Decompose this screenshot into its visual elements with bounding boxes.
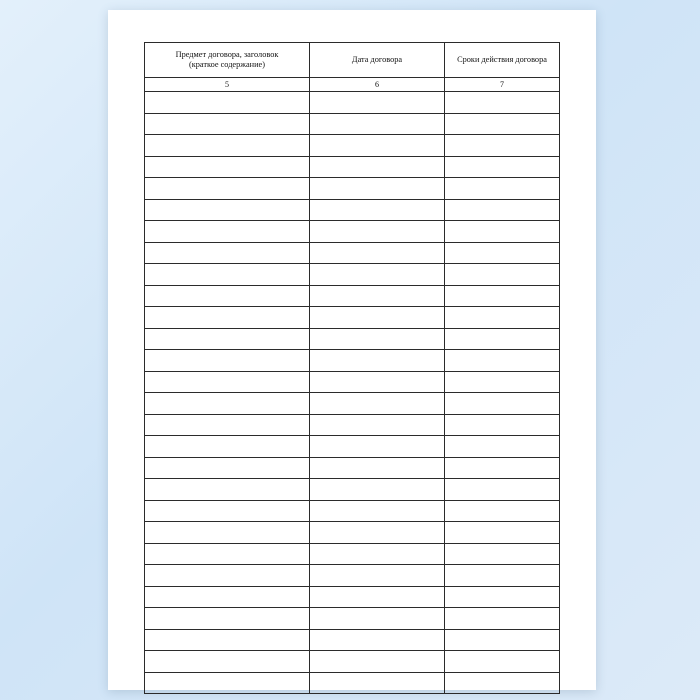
cell-subject[interactable] bbox=[145, 457, 310, 479]
column-header-subject-line2: (краткое содержание) bbox=[188, 60, 266, 69]
table-row bbox=[145, 113, 560, 135]
cell-contract-term[interactable] bbox=[445, 543, 560, 565]
table-row bbox=[145, 500, 560, 522]
table-row bbox=[145, 457, 560, 479]
cell-subject[interactable] bbox=[145, 565, 310, 587]
cell-contract-date[interactable] bbox=[310, 350, 445, 372]
table-row bbox=[145, 672, 560, 694]
cell-contract-date[interactable] bbox=[310, 500, 445, 522]
cell-contract-term[interactable] bbox=[445, 285, 560, 307]
cell-contract-term[interactable] bbox=[445, 242, 560, 264]
cell-contract-term[interactable] bbox=[445, 436, 560, 458]
cell-contract-term[interactable] bbox=[445, 479, 560, 501]
cell-contract-term[interactable] bbox=[445, 135, 560, 157]
table-row bbox=[145, 242, 560, 264]
cell-contract-date[interactable] bbox=[310, 285, 445, 307]
cell-contract-term[interactable] bbox=[445, 371, 560, 393]
cell-contract-date[interactable] bbox=[310, 264, 445, 286]
cell-subject[interactable] bbox=[145, 199, 310, 221]
cell-subject[interactable] bbox=[145, 221, 310, 243]
cell-subject[interactable] bbox=[145, 436, 310, 458]
cell-subject[interactable] bbox=[145, 393, 310, 415]
table-row bbox=[145, 285, 560, 307]
table-row bbox=[145, 350, 560, 372]
cell-contract-date[interactable] bbox=[310, 371, 445, 393]
cell-contract-date[interactable] bbox=[310, 586, 445, 608]
column-header-contract-term-line1: Сроки действия договора bbox=[457, 54, 547, 64]
cell-contract-term[interactable] bbox=[445, 156, 560, 178]
column-number-6: 6 bbox=[310, 78, 445, 92]
cell-contract-date[interactable] bbox=[310, 92, 445, 114]
table-header bbox=[145, 43, 560, 92]
cell-subject[interactable] bbox=[145, 113, 310, 135]
cell-contract-date[interactable] bbox=[310, 543, 445, 565]
cell-subject[interactable] bbox=[145, 500, 310, 522]
table-row bbox=[145, 586, 560, 608]
table-row bbox=[145, 178, 560, 200]
column-number-row bbox=[145, 78, 560, 92]
table-row bbox=[145, 92, 560, 114]
cell-contract-date[interactable] bbox=[310, 156, 445, 178]
cell-contract-date[interactable] bbox=[310, 135, 445, 157]
cell-subject[interactable] bbox=[145, 608, 310, 630]
table-row bbox=[145, 543, 560, 565]
cell-contract-term[interactable] bbox=[445, 629, 560, 651]
table-row bbox=[145, 393, 560, 415]
column-header-contract-term bbox=[445, 43, 560, 78]
cell-contract-term[interactable] bbox=[445, 414, 560, 436]
cell-contract-date[interactable] bbox=[310, 672, 445, 694]
cell-contract-date[interactable] bbox=[310, 178, 445, 200]
cell-contract-date[interactable] bbox=[310, 457, 445, 479]
cell-contract-term[interactable] bbox=[445, 522, 560, 544]
cell-contract-date[interactable] bbox=[310, 328, 445, 350]
cell-contract-date[interactable] bbox=[310, 479, 445, 501]
cell-contract-term[interactable] bbox=[445, 328, 560, 350]
cell-contract-date[interactable] bbox=[310, 393, 445, 415]
contract-register-table bbox=[144, 42, 560, 694]
header-row bbox=[145, 43, 560, 78]
column-header-subject bbox=[145, 43, 310, 78]
cell-subject[interactable] bbox=[145, 92, 310, 114]
cell-contract-date[interactable] bbox=[310, 242, 445, 264]
cell-contract-term[interactable] bbox=[445, 608, 560, 630]
cell-contract-term[interactable] bbox=[445, 457, 560, 479]
table-row bbox=[145, 651, 560, 673]
cell-contract-term[interactable] bbox=[445, 264, 560, 286]
cell-contract-term[interactable] bbox=[445, 565, 560, 587]
cell-contract-date[interactable] bbox=[310, 629, 445, 651]
table-container bbox=[144, 42, 559, 694]
table-row bbox=[145, 221, 560, 243]
cell-subject[interactable] bbox=[145, 285, 310, 307]
cell-subject[interactable] bbox=[145, 156, 310, 178]
cell-contract-date[interactable] bbox=[310, 436, 445, 458]
cell-contract-term[interactable] bbox=[445, 221, 560, 243]
cell-subject[interactable] bbox=[145, 522, 310, 544]
table-row bbox=[145, 629, 560, 651]
cell-contract-term[interactable] bbox=[445, 307, 560, 329]
table-row bbox=[145, 436, 560, 458]
cell-contract-date[interactable] bbox=[310, 565, 445, 587]
cell-contract-date[interactable] bbox=[310, 522, 445, 544]
cell-contract-term[interactable] bbox=[445, 672, 560, 694]
table-row bbox=[145, 414, 560, 436]
table-row bbox=[145, 307, 560, 329]
cell-contract-date[interactable] bbox=[310, 608, 445, 630]
cell-contract-date[interactable] bbox=[310, 221, 445, 243]
cell-contract-term[interactable] bbox=[445, 500, 560, 522]
cell-contract-term[interactable] bbox=[445, 393, 560, 415]
column-header-contract-date bbox=[310, 43, 445, 78]
cell-subject[interactable] bbox=[145, 178, 310, 200]
cell-subject[interactable] bbox=[145, 543, 310, 565]
cell-subject[interactable] bbox=[145, 242, 310, 264]
table-row bbox=[145, 479, 560, 501]
cell-contract-term[interactable] bbox=[445, 651, 560, 673]
cell-subject[interactable] bbox=[145, 414, 310, 436]
cell-contract-term[interactable] bbox=[445, 113, 560, 135]
table-row bbox=[145, 264, 560, 286]
table-row bbox=[145, 371, 560, 393]
cell-contract-term[interactable] bbox=[445, 350, 560, 372]
cell-contract-term[interactable] bbox=[445, 92, 560, 114]
table-row bbox=[145, 156, 560, 178]
cell-subject[interactable] bbox=[145, 307, 310, 329]
table-row bbox=[145, 328, 560, 350]
cell-contract-date[interactable] bbox=[310, 651, 445, 673]
cell-subject[interactable] bbox=[145, 264, 310, 286]
document-page bbox=[108, 10, 596, 690]
column-header-subject-line1: Предмет договора, заголовок bbox=[175, 49, 279, 59]
cell-subject[interactable] bbox=[145, 651, 310, 673]
cell-subject[interactable] bbox=[145, 672, 310, 694]
cell-contract-term[interactable] bbox=[445, 586, 560, 608]
column-header-contract-date-line1: Дата договора bbox=[351, 54, 403, 64]
cell-subject[interactable] bbox=[145, 479, 310, 501]
table-row bbox=[145, 608, 560, 630]
cell-subject[interactable] bbox=[145, 629, 310, 651]
table-row bbox=[145, 522, 560, 544]
cell-contract-term[interactable] bbox=[445, 178, 560, 200]
table-row bbox=[145, 135, 560, 157]
cell-contract-date[interactable] bbox=[310, 199, 445, 221]
column-number-5: 5 bbox=[145, 78, 310, 92]
cell-contract-term[interactable] bbox=[445, 199, 560, 221]
cell-subject[interactable] bbox=[145, 328, 310, 350]
cell-subject[interactable] bbox=[145, 135, 310, 157]
cell-contract-date[interactable] bbox=[310, 307, 445, 329]
cell-subject[interactable] bbox=[145, 586, 310, 608]
table-row bbox=[145, 199, 560, 221]
cell-contract-date[interactable] bbox=[310, 414, 445, 436]
cell-subject[interactable] bbox=[145, 371, 310, 393]
table-row bbox=[145, 565, 560, 587]
table-body bbox=[145, 92, 560, 694]
cell-contract-date[interactable] bbox=[310, 113, 445, 135]
cell-subject[interactable] bbox=[145, 350, 310, 372]
column-number-7: 7 bbox=[445, 78, 560, 92]
